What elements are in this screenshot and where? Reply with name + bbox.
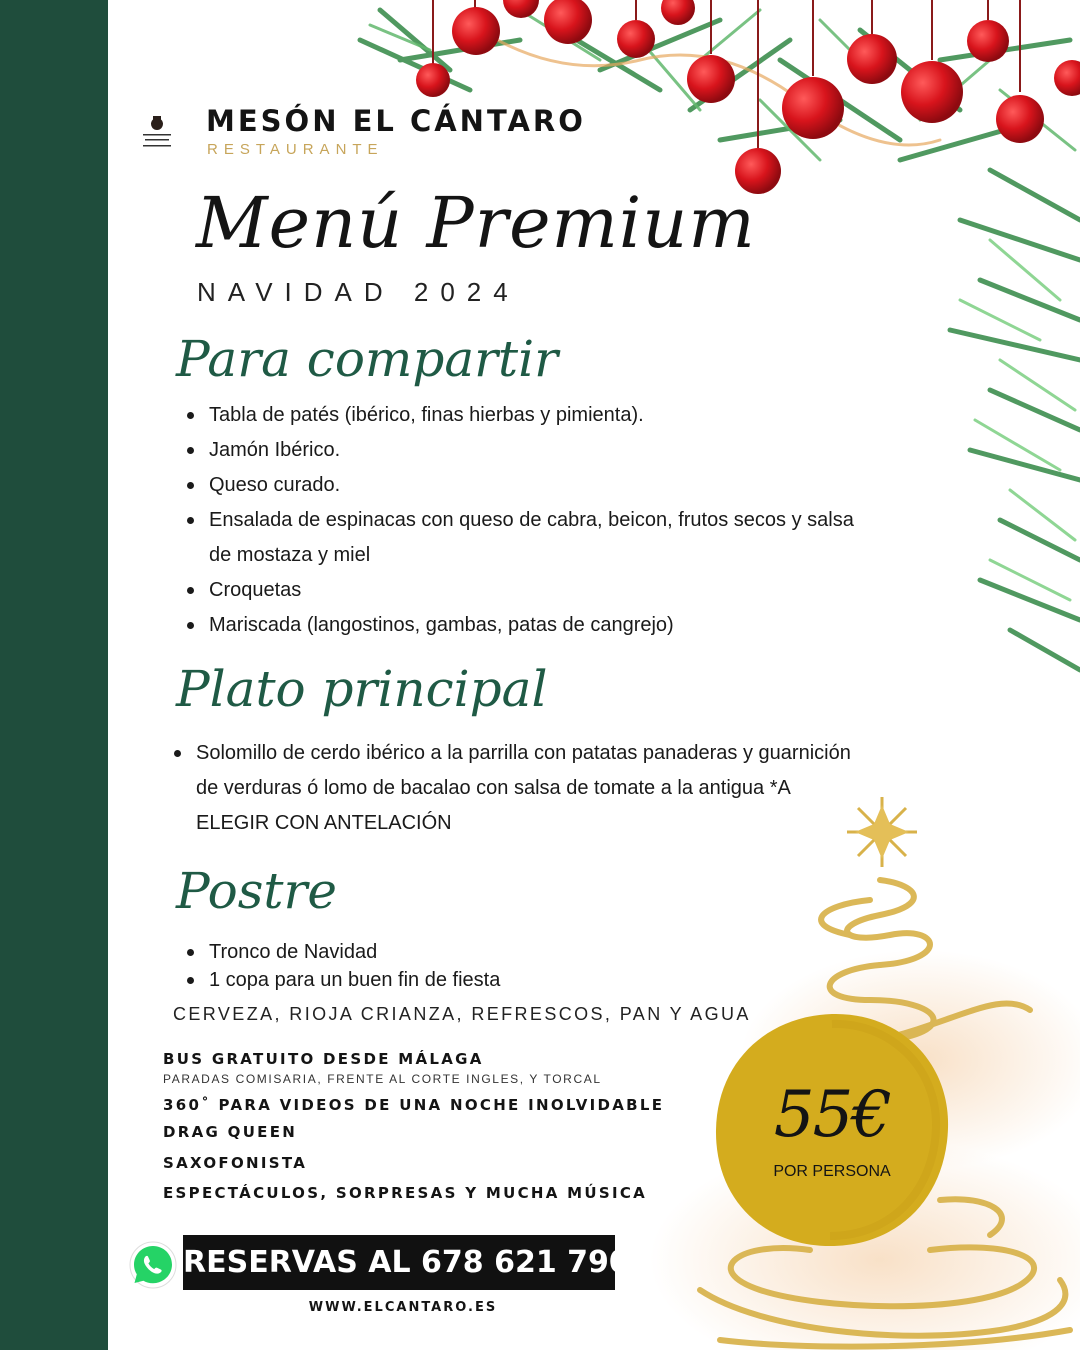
extra-bus: BUS GRATUITO DESDE MÁLAGA xyxy=(163,1050,484,1068)
gold-star-icon xyxy=(847,797,917,867)
cantaro-jug-icon xyxy=(141,114,173,154)
extra-video-360: 360˚ PARA VIDEOS DE UNA NOCHE INOLVIDABLE xyxy=(163,1096,665,1114)
section-title-para-compartir: Para compartir xyxy=(176,330,559,388)
list-item: Tronco de Navidad xyxy=(185,938,745,966)
extra-bus-stops: PARADAS COMISARIA, FRENTE AL CORTE INGLES, Y TORCAL xyxy=(163,1072,602,1086)
section-title-plato-principal: Plato principal xyxy=(176,660,548,718)
list-item: Tabla de patés (ibérico, finas hierbas y pimienta). xyxy=(185,398,865,433)
list-item: Mariscada (langostinos, gambas, patas de cangrejo) xyxy=(185,608,865,643)
price-note: POR PERSONA xyxy=(773,1163,891,1180)
extra-drag-queen: DRAG QUEEN xyxy=(163,1123,298,1141)
list-item: Croquetas xyxy=(185,573,865,608)
website-link[interactable]: WWW.ELCANTARO.ES xyxy=(308,1300,498,1315)
list-item: Queso curado. xyxy=(185,468,865,503)
menu-title: Menú Premium xyxy=(196,182,756,264)
postre-list xyxy=(185,938,745,994)
para-compartir-list xyxy=(185,398,865,643)
list-item: 1 copa para un buen fin de fiesta xyxy=(185,966,745,994)
reservation-text[interactable]: RESERVAS AL 678 621 790 xyxy=(183,1245,630,1280)
extra-shows: ESPECTÁCULOS, SORPRESAS Y MUCHA MÚSICA xyxy=(163,1184,648,1202)
price-value: 55€ xyxy=(773,1078,891,1152)
drinks-included: CERVEZA, RIOJA CRIANZA, REFRESCOS, PAN Y AGUA xyxy=(173,1004,751,1024)
brand-subtitle: RESTAURANTE xyxy=(207,141,384,158)
red-ornaments xyxy=(416,0,1080,194)
list-item: Ensalada de espinacas con queso de cabra, beicon, frutos secos y salsa de mostaza y miel xyxy=(185,503,865,573)
brand-name: MESÓN EL CÁNTARO xyxy=(206,104,586,138)
section-title-postre: Postre xyxy=(176,862,337,920)
plato-principal-list xyxy=(172,736,852,841)
list-item: Jamón Ibérico. xyxy=(185,433,865,468)
list-item: Solomillo de cerdo ibérico a la parrilla con patatas panaderas y guarnición de verduras ó lomo de bacalao con salsa de tomate a la antigua *A ELEGIR CON ANTELACIÓN xyxy=(172,736,852,841)
menu-subtitle: NAVIDAD 2024 xyxy=(197,277,520,307)
extra-saxofonista: SAXOFONISTA xyxy=(163,1154,308,1172)
whatsapp-icon[interactable] xyxy=(128,1240,178,1290)
